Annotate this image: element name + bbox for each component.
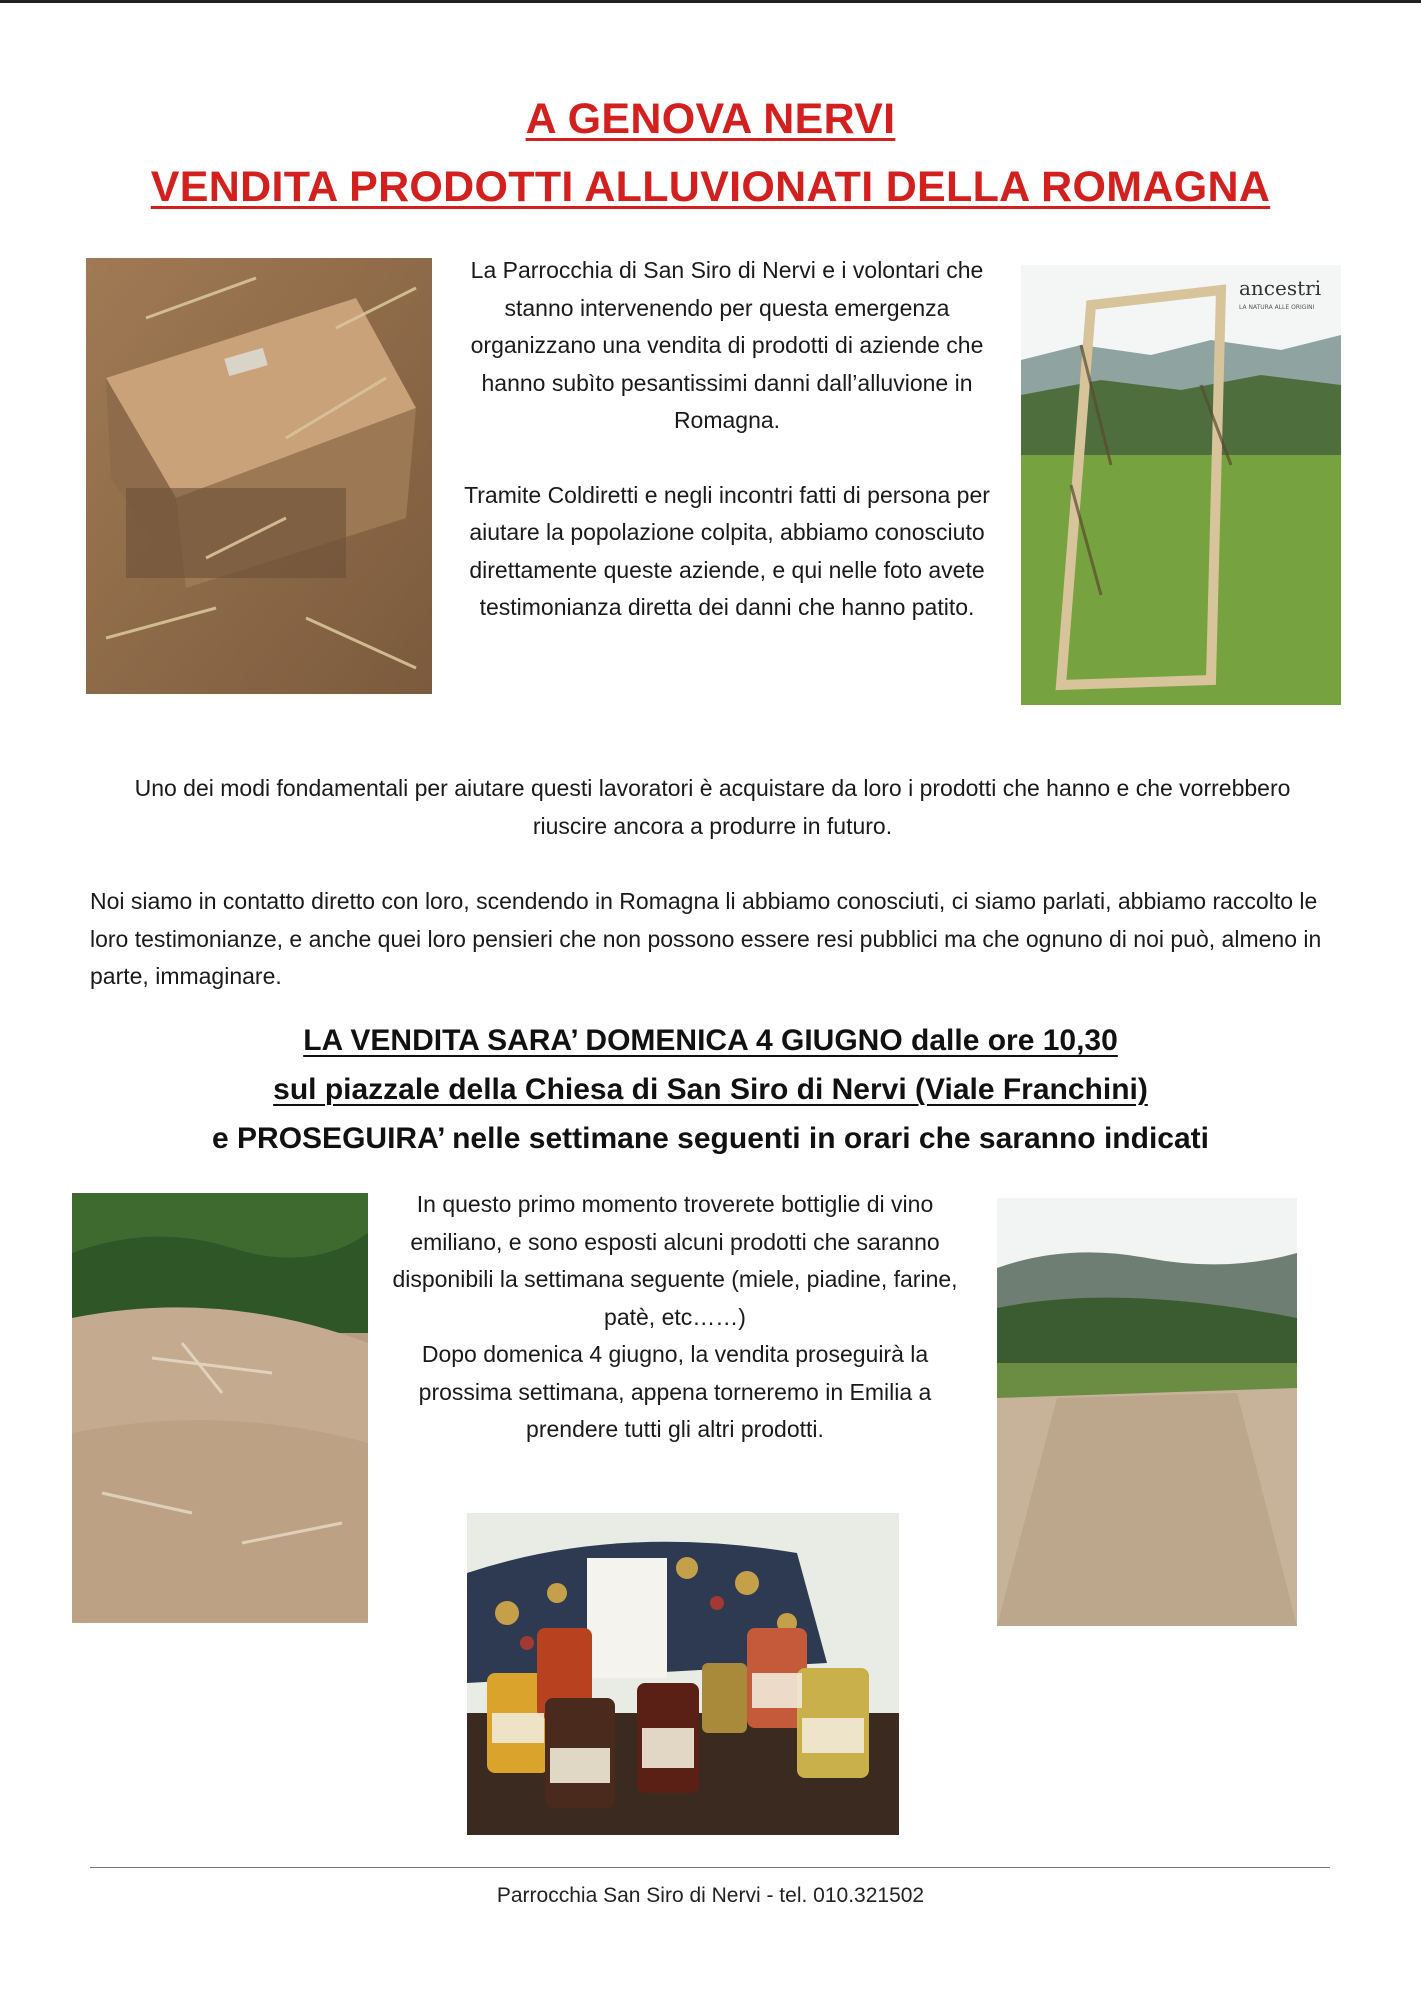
footer-contact: Parrocchia San Siro di Nervi - tel. 010.321502 [496, 1884, 925, 1907]
intro-text [452, 252, 1002, 627]
details-paragraph-continuation: Dopo domenica 4 giugno, la vendita proseguirà la prossima settimana, appena torneremo in Emilia a prendere tutti gli altri prodotti. [418, 1341, 932, 1442]
footer-divider [90, 1867, 1330, 1868]
sale-date-line: LA VENDITA SARA’ DOMENICA 4 GIUGNO dalle ore 10,30 [303, 1024, 1118, 1057]
photo-hive-frame-field [1021, 265, 1341, 705]
title-line-2: VENDITA PRODOTTI ALLUVIONATI DELLA ROMAGNA [150, 163, 1271, 211]
photo-logo-tagline: LA NATURA ALLE ORIGINI [1239, 304, 1315, 311]
photo-products-jars [467, 1513, 899, 1835]
intro-paragraph-2: Tramite Coldiretti e negli incontri fatti di persona per aiutare la popolazione colpita, abbiamo conosciuto direttamente queste aziende, e qui nelle foto avete testimonianza diretta dei danni che hanno patito. [464, 481, 990, 620]
intro-paragraph-1: La Parrocchia di San Siro di Nervi e i volontari che stanno intervenendo per questa emergenza organizzano una vendita di prodotti di aziende che hanno subìto pesantissimi danni dall’alluvione in Romagna. [470, 257, 984, 433]
photo-muddy-valley [997, 1198, 1297, 1626]
title-line-1: A GENOVA NERVI [525, 95, 896, 143]
photo-mud-beehive [86, 258, 432, 694]
details-text [378, 1186, 972, 1449]
details-paragraph-products: In questo primo momento troverete bottiglie di vino emiliano, e sono esposti alcuni prodotti che saranno disponibili la settimana seguente (miele, piadine, farine, patè, etc……) [392, 1191, 958, 1330]
photo-flooded-hillside [72, 1193, 368, 1623]
photo-logo-name: ancestri [1239, 276, 1322, 300]
sale-location-line: sul piazzale della Chiesa di San Siro di Nervi (Viale Franchini) [273, 1073, 1148, 1106]
sale-continuation-line: e PROSEGUIRA’ nelle settimane seguenti in orari che saranno indicati [212, 1122, 1209, 1155]
paragraph-help-workers: Uno dei modi fondamentali per aiutare questi lavoratori è acquistare da loro i prodotti che hanno e che vorrebbero riuscire ancora a produrre in futuro. [134, 775, 1291, 839]
paragraph-contact: Noi siamo in contatto diretto con loro, scendendo in Romagna li abbiamo conosciuti, ci siamo parlati, abbiamo raccolto le loro testimonianze, e anche quei loro pensieri che non possono essere resi pubblici ma che ognuno di noi può, almeno in parte, immaginare. [90, 888, 1322, 989]
page-top-edge [0, 0, 1421, 3]
